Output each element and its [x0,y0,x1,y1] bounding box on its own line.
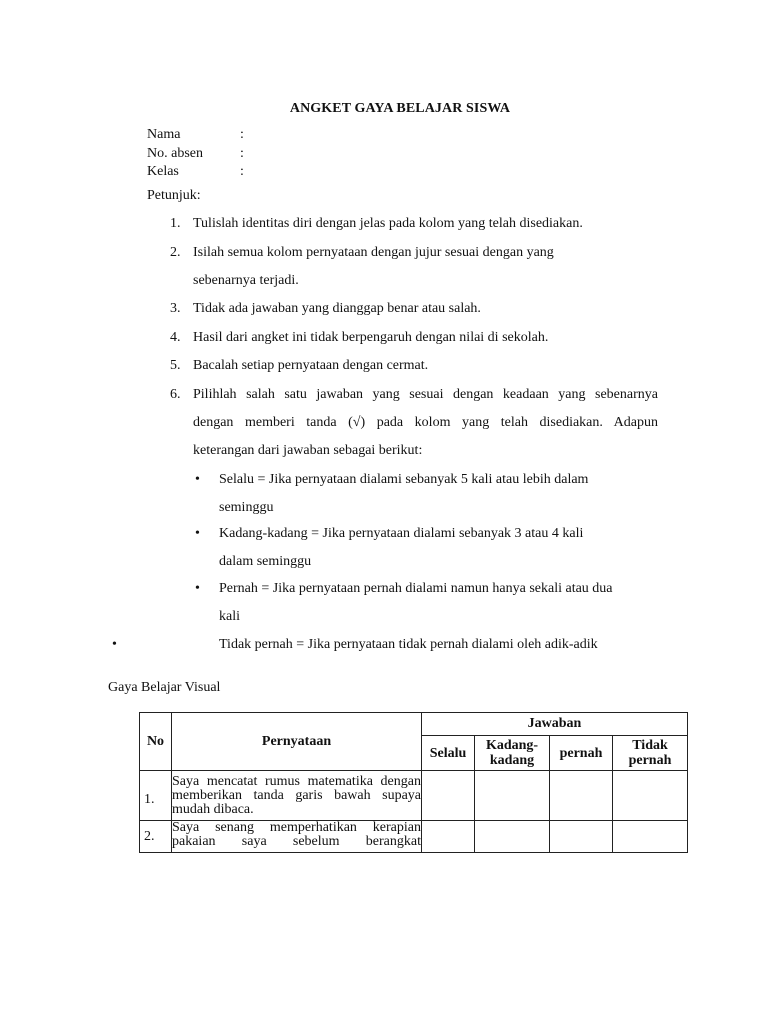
instruction-text: Tidak ada jawaban yang dianggap benar atau salah. [193,301,481,316]
answer-cell-kadang-kadang[interactable] [475,771,550,821]
identity-colon-kelas: : [240,164,244,179]
answer-cell-tidak-pernah[interactable] [613,771,688,821]
header-option-kadang-kadang: Kadang- kadang [475,736,550,771]
answer-key-text: seminggu [219,500,274,515]
table-row [140,821,688,853]
bullet-icon: • [195,581,200,596]
header-option-selalu: Selalu [422,736,475,771]
instruction-number: 1. [170,216,181,231]
identity-label-name: Nama [147,127,181,142]
answer-cell-selalu[interactable] [422,821,475,853]
identity-label-absen: No. absen [147,146,203,161]
identity-colon-name: : [240,127,244,142]
header-option-pernah: pernah [550,736,613,771]
answer-cell-pernah[interactable] [550,821,613,853]
instruction-number: 5. [170,358,181,373]
answer-cell-pernah[interactable] [550,771,613,821]
bullet-icon: • [195,472,200,487]
instruction-text: keterangan dari jawaban sebagai berikut: [193,443,423,458]
bullet-icon: • [195,526,200,541]
answer-cell-kadang-kadang[interactable] [475,821,550,853]
answer-key-text: Selalu = Jika pernyataan dialami sebanyak 5 kali atau lebih dalam [219,472,589,487]
identity-label-kelas: Kelas [147,164,179,179]
instruction-number: 6. [170,387,181,402]
table-row [140,771,688,821]
instruction-text: Isilah semua kolom pernyataan dengan jujur sesuai dengan yang [193,245,554,260]
row-number: 1. [140,771,172,821]
instruction-number: 3. [170,301,181,316]
answer-key-text: Kadang-kadang = Jika pernyataan dialami sebanyak 3 atau 4 kali [219,526,584,541]
instruction-text: Pilihlah salah satu jawaban yang sesuai dengan keadaan yang sebenarnya [193,387,658,402]
row-statement-cell [172,821,422,853]
section-title: Gaya Belajar Visual [108,680,221,695]
row-statement: Saya mencatat rumus matematika dengan memberikan tanda garis bawah supaya mudah dibaca. [172,771,422,821]
instruction-text: Hasil dari angket ini tidak berpengaruh dengan nilai di sekolah. [193,330,549,345]
answer-key-text: kali [219,609,240,624]
header-answer: Jawaban [422,713,688,736]
row-number: 2. [140,821,172,853]
document-title: ANGKET GAYA BELAJAR SISWA [289,101,511,116]
header-no: No [140,713,172,771]
bullet-icon: • [112,637,117,652]
instructions-heading: Petunjuk: [147,188,201,203]
instruction-number: 4. [170,330,181,345]
instruction-text: dengan memberi tanda (√) pada kolom yang telah disediakan. Adapun [193,415,658,430]
answer-key-text: dalam seminggu [219,554,312,569]
instruction-text: sebenarnya terjadi. [193,273,299,288]
questionnaire-table [139,712,688,853]
header-statement: Pernyataan [172,713,422,771]
instruction-number: 2. [170,245,181,260]
answer-cell-tidak-pernah[interactable] [613,821,688,853]
identity-colon-absen: : [240,146,244,161]
instruction-text: Bacalah setiap pernyataan dengan cermat. [193,358,429,373]
instruction-text: Tulislah identitas diri dengan jelas pada kolom yang telah disediakan. [193,216,583,231]
answer-cell-selalu[interactable] [422,771,475,821]
row-statement: Saya senang memperhatikan kerapian pakaian saya sebelum berangkat [172,821,421,849]
header-option-tidak-pernah: Tidak pernah [613,736,688,771]
answer-key-text: Pernah = Jika pernyataan pernah dialami namun hanya sekali atau dua [219,581,613,596]
answer-key-text: Tidak pernah = Jika pernyataan tidak pernah dialami oleh adik-adik [219,637,598,652]
